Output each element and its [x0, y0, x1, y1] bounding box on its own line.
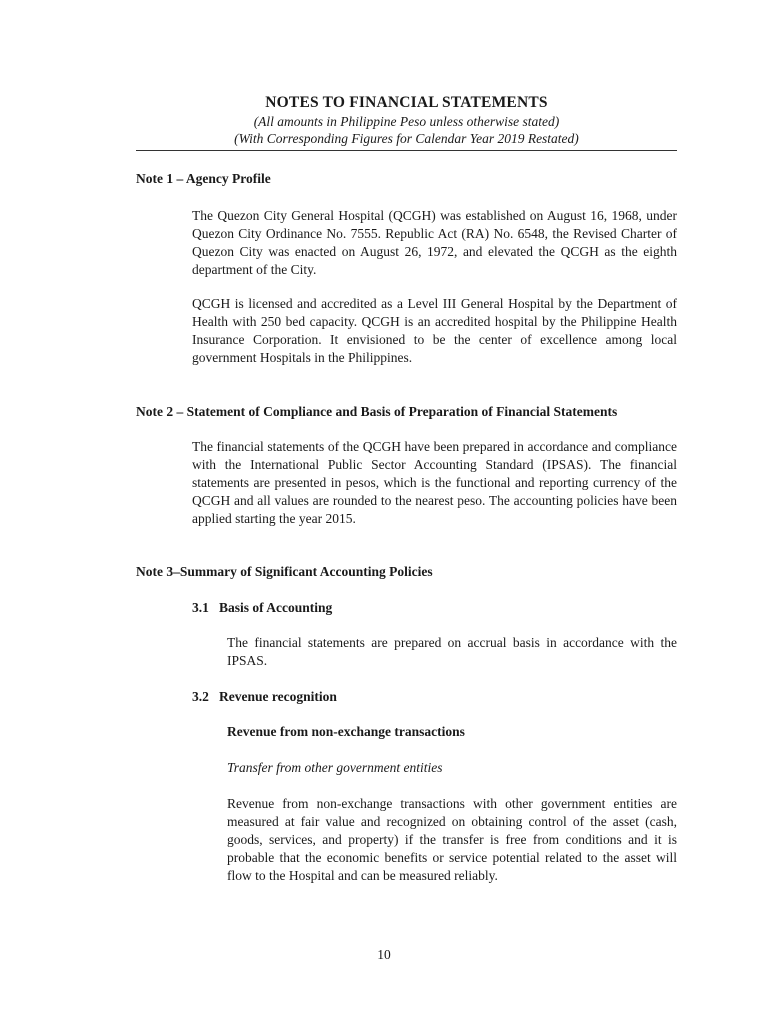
note-3-heading: Note 3–Summary of Significant Accounting Policies: [136, 564, 433, 579]
section-3-1-heading: 3.1 Basis of Accounting: [192, 600, 333, 615]
section-3-1-paragraph: The financial statements are prepared on accrual basis in accordance with the IPSAS.: [227, 635, 677, 668]
page-number: 10: [377, 947, 391, 962]
note-2-heading: Note 2 – Statement of Compliance and Basis of Preparation of Financial Statements: [136, 404, 618, 419]
document-subtitle-figures: (With Corresponding Figures for Calendar Year 2019 Restated): [234, 131, 579, 146]
note-2-paragraph-1: The financial statements of the QCGH have been prepared in accordance and compliance with the International Public Sector Accounting Standard (IPSAS). The financial statements are presented in pesos, which is the functional and reporting currency of the QCGH and all values are rounded to the nearest peso. The accounting policies have been applied starting the year 2015.: [192, 439, 677, 526]
section-3-2-paragraph: Revenue from non-exchange transactions with other government entities are measured at fair value and recognized on obtaining control of the asset (cash, goods, services, and property) if the transfer is free from conditions and it is probable that the economic benefits or service potential related to the asset will flow to the Hospital and can be measured reliably.: [227, 796, 677, 883]
note-1-heading: Note 1 – Agency Profile: [136, 171, 271, 186]
section-3-2-subheading: Revenue from non-exchange transactions: [227, 724, 465, 739]
section-3-2-italic-heading: Transfer from other government entities: [227, 760, 443, 775]
note-1-paragraph-1: The Quezon City General Hospital (QCGH) was established on August 16, 1968, under Quezon City Ordinance No. 7555. Republic Act (RA) No. 6548, the Revised Charter of Quezon City was enacted on August 26, 1972, and elevated the QCGH as the eighth department of the City.: [192, 208, 677, 277]
document-title: NOTES TO FINANCIAL STATEMENTS: [265, 94, 548, 111]
document-subtitle-amounts: (All amounts in Philippine Peso unless otherwise stated): [253, 114, 560, 129]
section-3-2-heading: 3.2 Revenue recognition: [192, 689, 337, 704]
document-header: [136, 93, 677, 147]
header-divider: [136, 150, 677, 151]
note-1-paragraph-2: QCGH is licensed and accredited as a Level III General Hospital by the Department of Health with 250 bed capacity. QCGH is an accredited hospital by the Philippine Health Insurance Corporation. It envisioned to be the center of excellence among local government Hospitals in the Philippines.: [192, 296, 677, 365]
